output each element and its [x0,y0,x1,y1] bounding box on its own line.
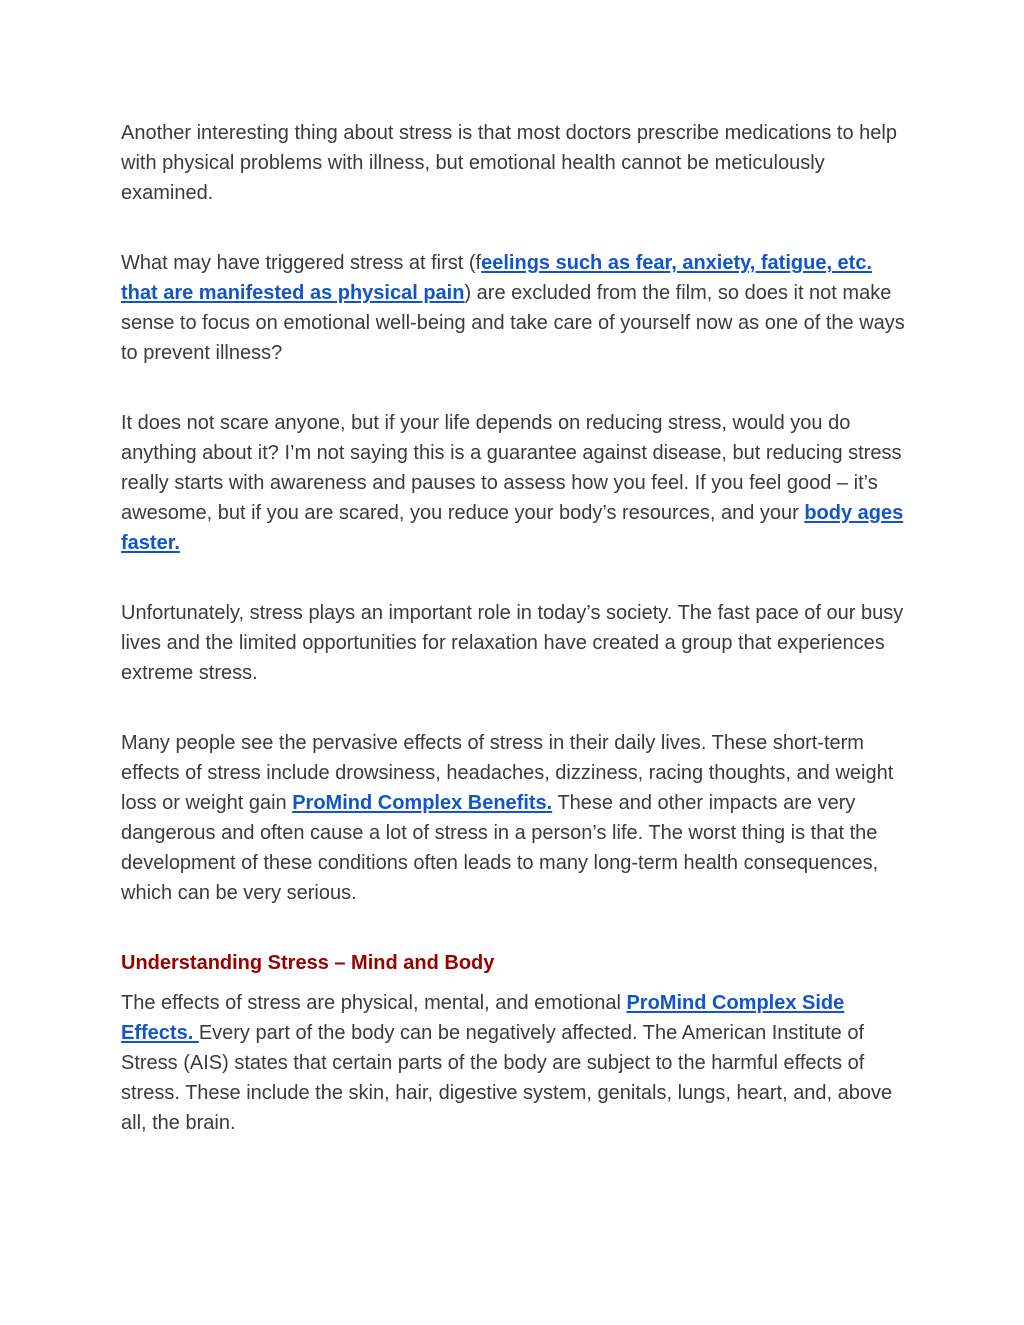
promind-side-effects-link[interactable]: ProMind Complex Side Effects. [121,992,845,1044]
feelings-pain-link[interactable]: eelings such as fear, anxiety, fatigue, etc. that are manifested as physical pain [121,252,873,304]
paragraph-doctors [121,118,911,208]
document-page [121,118,911,1178]
paragraph-doctors-text: Another interesting thing about stress is that most doctors prescribe medications to help with physical problems with illness, but emotional health cannot be meticulously examined. [121,122,897,204]
paragraph-mind-body-text-before: The effects of stress are physical, mental, and emotional [121,992,627,1014]
paragraph-mind-body [121,988,911,1138]
paragraph-reducing-stress-text: It does not scare anyone, but if your life depends on reducing stress, would you do anything about it? I’m not saying this is a guarantee against disease, but reducing stress really starts with awareness and pauses to assess how you feel. If you feel good – it’s awesome, but if you are scared, you reduce your body’s resources, and your [121,412,902,524]
paragraph-reducing-stress [121,408,911,558]
paragraph-short-term-effects-text-before: Many people see the pervasive effects of stress in their daily lives. These short-term effects of stress include drowsiness, headaches, dizziness, racing thoughts, and weight loss or weight gain [121,732,894,814]
paragraph-short-term-effects [121,728,911,908]
paragraph-triggers [121,248,911,368]
paragraph-society-text: Unfortunately, stress plays an important role in today’s society. The fast pace of our busy lives and the limited opportunities for relaxation have created a group that experiences extreme stress. [121,602,904,684]
paragraph-society [121,598,911,688]
paragraph-triggers-text-after: ) are excluded from the film, so does it not make sense to focus on emotional well-being and take care of yourself now as one of the ways to prevent illness? [121,282,905,364]
paragraph-triggers-text-before: What may have triggered stress at first (f [121,252,482,274]
paragraph-short-term-effects-text-after: These and other impacts are very dangerous and often cause a lot of stress in a person’s life. The worst thing is that the development of these conditions often leads to many long-term health consequences, which can be very serious. [121,792,879,904]
paragraph-mind-body-text-after: Every part of the body can be negatively affected. The American Institute of Stress (AIS) states that certain parts of the body are subject to the harmful effects of stress. These include the skin, hair, digestive system, genitals, lungs, heart, and, above all, the brain. [121,1022,893,1134]
section-heading: Understanding Stress – Mind and Body [121,952,495,974]
body-ages-faster-link[interactable]: body ages faster. [121,502,904,554]
promind-benefits-link[interactable]: ProMind Complex Benefits. [292,792,553,814]
